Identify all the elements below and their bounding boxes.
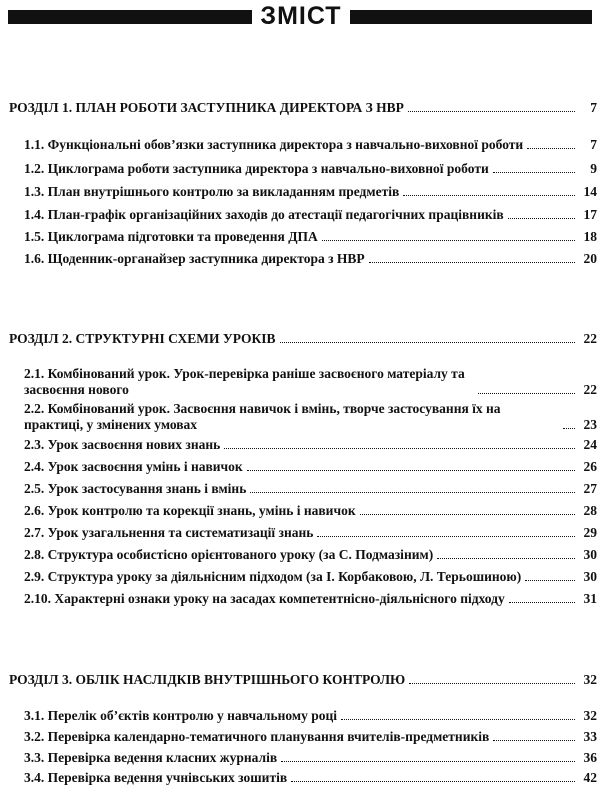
toc-entry-text: 2.3. Урок засвоєння нових знань (24, 437, 221, 452)
toc-entry-text: 1.3. План внутрішнього контролю за викладанням предметів (24, 184, 400, 199)
toc-entry-text: 2.1. Комбінований урок. Урок-перевірка раніше засвоєного матеріалу та засвоєння нового (24, 366, 465, 397)
toc-entry[interactable] (24, 729, 597, 745)
toc-entry-text: 3.4. Перевірка ведення учнівських зошитів (24, 770, 288, 785)
toc-entry[interactable] (24, 591, 597, 607)
header-bar-right (350, 10, 592, 24)
toc-entry-text: 1.4. План-графік організаційних заходів до атестації педагогічних працівників (24, 207, 504, 222)
page-number: 22 (583, 382, 597, 397)
leader-dots (250, 492, 575, 493)
section-heading[interactable] (9, 672, 597, 688)
page-title: ЗМІСТ (260, 2, 342, 30)
leader-dots (527, 148, 575, 149)
toc-entry[interactable] (24, 503, 597, 519)
toc-entry-text: 3.2. Перевірка календарно-тематичного планування вчителів-предметників (24, 729, 490, 744)
page-number: 30 (583, 569, 597, 584)
toc-entry-text: 1.5. Циклограма підготовки та проведення ДПА (24, 229, 318, 244)
leader-dots (322, 240, 575, 241)
page-number: 22 (583, 331, 597, 346)
page-number: 18 (583, 229, 597, 244)
page-number: 28 (583, 503, 597, 518)
leader-dots (281, 761, 575, 762)
leader-dots (508, 218, 575, 219)
toc-entry[interactable] (24, 459, 597, 475)
page-number: 14 (583, 184, 597, 199)
section-heading[interactable] (9, 100, 597, 116)
toc-entry[interactable] (24, 437, 597, 453)
leader-dots (291, 781, 575, 782)
toc-entry[interactable] (24, 750, 597, 766)
leader-dots (280, 342, 576, 343)
toc-entry-text: 2.2. Комбінований урок. Засвоєння навичок і вмінь, творче застосування їх на практиці, у змінених умовах (24, 401, 501, 432)
toc-entry[interactable] (24, 137, 597, 153)
leader-dots (563, 428, 575, 429)
page-header (0, 0, 600, 34)
leader-dots (493, 740, 575, 741)
page-number: 32 (583, 708, 597, 723)
toc-entry-text: 2.8. Структура особистісно орієнтованого уроку (за С. Подмазіним) (24, 547, 434, 562)
toc-entry-text: 2.5. Урок застосування знань і вмінь (24, 481, 247, 496)
page-number: 26 (583, 459, 597, 474)
leader-dots (409, 683, 575, 684)
toc-entry[interactable] (24, 525, 597, 541)
leader-dots (224, 448, 575, 449)
page-number: 17 (583, 207, 597, 222)
toc-entry[interactable] (24, 161, 597, 177)
toc-entry[interactable] (24, 251, 597, 267)
toc-entry-text: 2.6. Урок контролю та корекції знань, умінь і навичок (24, 503, 356, 518)
page-number: 24 (583, 437, 597, 452)
leader-dots (493, 172, 575, 173)
toc-entry[interactable] (24, 481, 597, 497)
toc-entry-text: 1.1. Функціональні обов’язки заступника директора з навчально-виховної роботи (24, 137, 524, 152)
toc-entry-text: 2.4. Урок засвоєння умінь і навичок (24, 459, 243, 474)
section-heading-text: РОЗДІЛ 3. ОБЛІК НАСЛІДКІВ ВНУТРІШНЬОГО КОНТРОЛЮ (9, 672, 406, 687)
page-number: 23 (583, 417, 597, 432)
page-number: 30 (583, 547, 597, 562)
toc-entry-text: 2.7. Урок узагальнення та систематизації знань (24, 525, 314, 540)
toc-entry-text: 2.9. Структура уроку за діяльнісним підходом (за І. Корбаковою, Л. Терьошиною) (24, 569, 522, 584)
page-number: 7 (590, 137, 597, 152)
leader-dots (369, 262, 575, 263)
header-bar-left (8, 10, 252, 24)
section-heading-text: РОЗДІЛ 2. СТРУКТУРНІ СХЕМИ УРОКІВ (9, 331, 276, 346)
toc-entry-text: 1.2. Циклограма роботи заступника директора з навчально-виховної роботи (24, 161, 489, 176)
leader-dots (317, 536, 575, 537)
leader-dots (403, 195, 575, 196)
leader-dots (525, 580, 575, 581)
toc-entry[interactable] (24, 770, 597, 786)
leader-dots (509, 602, 575, 603)
leader-dots (360, 514, 575, 515)
toc-entry-text: 1.6. Щоденник-органайзер заступника директора з НВР (24, 251, 365, 266)
leader-dots (408, 111, 575, 112)
toc-entry-text: 3.3. Перевірка ведення класних журналів (24, 750, 278, 765)
page-number: 9 (590, 161, 597, 176)
toc-entry[interactable] (24, 708, 597, 724)
toc-entry[interactable] (24, 184, 597, 200)
toc-entry[interactable] (24, 229, 597, 245)
toc-entry-text: 3.1. Перелік об’єктів контролю у навчальному році (24, 708, 338, 723)
toc-entry[interactable] (24, 569, 597, 585)
page-number: 27 (583, 481, 597, 496)
page-number: 32 (583, 672, 597, 687)
toc-entry[interactable] (24, 547, 597, 563)
page-number: 36 (583, 750, 597, 765)
toc-entry[interactable] (24, 207, 597, 223)
page-number: 7 (590, 100, 597, 115)
section-heading-text: РОЗДІЛ 1. ПЛАН РОБОТИ ЗАСТУПНИКА ДИРЕКТОРА З НВР (9, 100, 404, 115)
page-number: 20 (583, 251, 597, 266)
page-number: 33 (583, 729, 597, 744)
leader-dots (341, 719, 575, 720)
page-number: 31 (583, 591, 597, 606)
page-number: 29 (583, 525, 597, 540)
page-number: 42 (583, 770, 597, 785)
toc-entry[interactable] (24, 366, 597, 398)
section-heading[interactable] (9, 331, 597, 347)
leader-dots (247, 470, 575, 471)
leader-dots (437, 558, 575, 559)
toc-entry[interactable] (24, 401, 597, 433)
leader-dots (478, 393, 575, 394)
toc-entry-text: 2.10. Характерні ознаки уроку на засадах компетентнісно-діяльнісного підходу (24, 591, 505, 606)
